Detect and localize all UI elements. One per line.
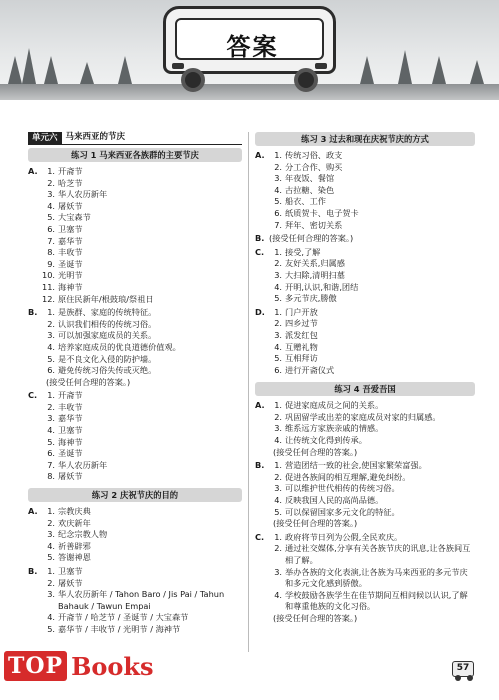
answer-number: 8. [47,471,55,482]
answer-note: (接受任何合理的答案。) [273,612,358,623]
answer-text: 卫塞节 [58,566,83,576]
answer-number: 4. [274,281,282,292]
answer-list [269,247,475,305]
section-letter: B. [255,233,265,244]
answer-text: 反映我国人民的高尚品德。 [285,495,384,506]
answer-item [42,307,242,319]
answer-number: 3. [274,483,282,494]
answer-number: 12. [42,293,56,304]
answer-number: 7. [274,219,282,230]
tree-decoration [432,56,446,84]
wheel-icon [455,675,461,681]
section-letter: D. [255,306,265,317]
answer-item [42,212,242,224]
answer-note: (接受任何合理的答案。) [46,376,131,387]
answer-item [42,552,242,564]
ex3-section-b [255,233,475,245]
answer-number: 4. [47,341,55,352]
answer-text: 开斋节 / 哈芝节 / 圣诞节 / 大宝森节 [58,612,189,623]
answer-item [269,590,475,613]
answer-text: 嘉华节 [58,413,83,424]
section-letter: A. [28,506,38,517]
answer-text: 接受,了解 [285,246,321,257]
answer-number: 6. [47,448,55,459]
answer-number: 5. [47,212,55,223]
answer-item [269,495,475,507]
ex3-section-c [255,247,475,305]
answer-text: 四乡过节 [285,318,318,329]
answer-number: 2. [47,177,55,188]
answer-item [269,435,475,447]
answer-item [269,412,475,424]
answer-text: 答谢神恩 [58,552,91,563]
section-letter: C. [255,531,265,542]
answer-list [42,390,242,483]
answer-text: 传统习俗、政支 [285,150,343,160]
answer-item [269,483,475,495]
answer-number: 5. [47,436,55,447]
exercise-4-heading: 练习 4 吾爱吾国 [255,382,475,396]
ex2-section-b [28,566,242,636]
answer-number: 4. [47,540,55,551]
answer-number: 1. [47,390,55,401]
answer-text: 巩固留学或出差的家庭成员对家的归属感。 [285,411,441,422]
answer-item [42,319,242,331]
bus-light [315,63,327,69]
section-letter: A. [255,150,265,160]
answer-list [42,506,242,564]
answer-text: 可以保留国家多元文化的特征。 [285,506,400,517]
right-column [255,132,475,625]
answer-number: 3. [274,173,282,184]
answer-item [42,612,242,624]
logo-top-text: TOP [4,651,67,681]
answer-text: 嘉华节 [58,235,83,246]
answer-number: 1. [274,531,282,542]
answer-text: 开斋节 [58,166,83,176]
answer-item [42,282,242,294]
answer-number: 4. [274,341,282,352]
tree-decoration [80,62,94,84]
section-letter: B. [28,566,38,576]
ex2-section-a [28,506,242,564]
answer-item [42,342,242,354]
answer-item [42,413,242,425]
answer-list [269,460,475,518]
left-column [28,132,242,636]
answer-item [42,189,242,201]
answer-number: 2. [47,577,55,588]
answer-item [42,506,242,518]
tree-decoration [398,50,412,84]
answer-item [42,365,242,377]
answer-text: 圣诞节 [58,258,83,269]
answer-number: 5. [47,623,55,634]
answer-number: 1. [47,166,55,176]
answer-number: 1. [47,566,55,576]
answer-number: 2. [47,401,55,412]
answer-text: 派发红包 [285,329,318,340]
wheel-icon [181,68,205,92]
unit-name: 马来西亚的节庆 [65,132,126,143]
answer-number: 1. [274,400,282,411]
answer-number: 7. [47,459,55,470]
answer-number: 2. [47,318,55,329]
exercise-3-heading: 练习 3 过去和现在庆祝节庆的方式 [255,132,475,146]
answer-text: 丰收节 [58,247,83,258]
answer-number: 5. [274,506,282,517]
answer-text: 海神节 [58,281,83,292]
answer-text: 纪念宗教人物 [58,529,108,540]
answer-number: 4. [274,589,282,600]
answer-number: 3. [274,269,282,280]
answer-text: 华人农历新年 [58,459,108,470]
answer-number: 5. [274,353,282,364]
answer-text: 开明,认识,和谐,团结 [285,281,359,292]
exercise-1-heading: 练习 1 马来西亚各族群的主要节庆 [28,148,242,162]
answer-number: 6. [47,365,55,376]
answer-item [269,307,475,319]
answer-item [269,173,475,185]
ex1-section-b [28,307,242,388]
answer-list [42,307,242,377]
answer-item [269,330,475,342]
ex4-section-a [255,400,475,458]
answer-number: 8. [47,247,55,258]
answer-text: 屠妖节 [58,577,83,588]
column-divider [248,132,249,652]
answer-number: 3. [47,189,55,200]
answer-item [42,471,242,483]
answer-text: 屠妖节 [58,471,83,482]
answer-item [42,541,242,553]
answer-text: 华人农历新年 [58,189,108,200]
ex1-section-c [28,390,242,483]
answer-text: 嘉华节 / 丰收节 / 光明节 / 海神节 [58,623,181,634]
answer-text: 认识我们相传的传统习俗。 [58,318,157,329]
answer-text: 船衣、工作 [285,196,326,207]
answer-item [42,566,242,578]
answer-text: 欢庆新年 [58,517,91,528]
answer-number: 3. [47,589,55,600]
answer-item [42,354,242,366]
answer-item [42,201,242,213]
answer-text: 海神节 [58,436,83,447]
answer-text: 友好关系,归属感 [285,258,345,269]
answer-number: 7. [47,235,55,246]
answer-text: 分工合作、购买 [285,161,343,172]
answer-item [42,402,242,414]
answer-item [42,624,242,636]
answer-number: 2. [274,411,282,422]
answer-item [269,282,475,294]
answer-item [42,224,242,236]
answer-text: 门户开放 [285,306,318,317]
wheel-icon [294,68,318,92]
answer-item [42,247,242,259]
section-letter: B. [255,460,265,471]
tree-decoration [118,56,132,84]
answer-item [42,425,242,437]
answer-number: 4. [274,495,282,506]
answer-text: 丰收节 [58,401,83,412]
answer-item [269,318,475,330]
answer-text: 古拉糖、染色 [285,184,335,195]
answer-text: 卫塞节 [58,223,83,234]
answer-text: 让传统文化得到传承。 [285,435,367,446]
answer-number: 4. [274,184,282,195]
section-letter: C. [28,390,38,401]
answer-number: 2. [274,318,282,329]
section-letter: A. [255,400,265,411]
answer-text: 进行开斋仪式 [285,364,335,375]
bus-illustration [163,6,336,88]
answer-note: (接受任何合理的答案。) [273,518,358,529]
answer-number: 1. [47,307,55,318]
logo-books-text: Books [71,651,154,681]
answer-text: 互相拜访 [285,353,318,364]
answer-text: 维系远方家族亲戚的情感。 [285,423,384,434]
answer-number: 3. [274,566,282,577]
answer-text: 大扫除,清明扫墓 [285,269,345,280]
answer-item [269,423,475,435]
answer-list [269,150,475,231]
answer-item [269,400,475,412]
ex4-section-b [255,460,475,530]
answer-text: 圣诞节 [58,448,83,459]
ex1-section-a [28,166,242,305]
answer-text: 营造团结一致的社会,使国家繁荣富强。 [285,460,427,471]
answer-number: 2. [274,161,282,172]
section-letter: A. [28,166,38,176]
answer-number: 4. [274,435,282,446]
answer-text: 避免传统习俗失传或灭绝。 [58,365,157,376]
answer-item [42,578,242,590]
answer-item [269,162,475,174]
answer-item [42,294,242,306]
answer-number: 9. [47,258,55,269]
answer-list [42,166,242,305]
tree-decoration [470,60,484,84]
answer-text: 大宝森节 [58,212,91,223]
answer-item [269,185,475,197]
answer-text: 纸质贺卡、电子贺卡 [285,207,359,218]
answer-text: 屠妖节 [58,200,83,211]
answer-number: 1. [274,306,282,317]
answer-text: 培养家庭成员的优良道德价值观。 [58,341,181,352]
answer-item [42,236,242,248]
answer-text: 学校鼓励各族学生在佳节期间互相问候以认识,了解和尊重他族的文化习俗。 [285,589,468,612]
answer-item [42,178,242,190]
answer-text: 宗教庆典 [58,506,91,517]
bus-body [163,6,336,74]
answer-item [42,448,242,460]
answer-number: 3. [47,413,55,424]
answer-number: 5. [274,196,282,207]
answer-text: 举办各族的文化表演,让各族为马来西亚的多元节庆和多元文化感到骄傲。 [285,566,468,589]
answer-number: 10. [42,270,56,281]
answer-number: 4. [47,612,55,623]
answer-item [42,437,242,449]
answer-item [269,270,475,282]
tree-decoration [22,48,36,84]
answer-text: 年夜饭、餐馆 [285,173,335,184]
answer-item [269,532,475,544]
answer-text: 哈芝节 [58,177,83,188]
page-number: 57 [452,661,474,677]
answer-number: 2. [274,471,282,482]
answer-number: 11. [42,281,56,292]
header-banner [0,0,499,100]
answer-number: 6. [274,207,282,218]
tree-decoration [8,56,22,84]
answer-number: 1. [47,506,55,517]
answer-text: 原住民新年/根鼓琅/祭祖日 [58,293,154,304]
answer-number: 1. [274,460,282,471]
answer-item [42,518,242,530]
page-title: 答案 [226,33,279,61]
answer-item [269,472,475,484]
answer-number: 6. [274,364,282,375]
answer-item [42,589,242,612]
answer-text: 是不良文化入侵的防护墙。 [58,353,157,364]
answer-item [269,208,475,220]
answer-number: 1. [274,246,282,257]
ex4-section-c [255,532,475,625]
answer-text: 可以维护世代相传的传统习俗。 [285,483,400,494]
answer-note: (接受任何合理的答案。) [273,446,358,457]
answer-text: 促进各族间的相互理解,避免纠纷。 [285,471,411,482]
answer-number: 3. [47,330,55,341]
answer-list [42,566,242,636]
answer-note: (接受任何合理的答案。) [269,233,354,244]
answer-item [269,567,475,590]
answer-text: 光明节 [58,270,83,281]
answer-item [269,365,475,377]
tree-decoration [44,56,58,84]
answer-list [269,400,475,446]
bus-light [172,63,184,69]
answer-item [269,150,475,162]
answer-number: 5. [274,293,282,304]
answer-item [269,507,475,519]
answer-number: 3. [274,423,282,434]
answer-item [269,460,475,472]
answer-number: 2. [47,517,55,528]
answer-number: 2. [274,258,282,269]
answer-text: 拜年、密切关系 [285,219,343,230]
answer-number: 3. [47,529,55,540]
answer-number: 2. [274,543,282,554]
answer-number: 1. [274,150,282,160]
ex3-section-a [255,150,475,231]
unit-heading [28,132,242,145]
answer-text: 可以加强家庭成员的关系。 [58,330,157,341]
answer-text: 通过社交媒体,分享有关各族节庆的讯息,让各族间互相了解。 [285,543,471,565]
answer-number: 5. [47,552,55,563]
ex3-section-d [255,307,475,377]
answer-item [269,342,475,354]
answer-item [269,258,475,270]
answer-number: 4. [47,425,55,436]
answer-text: 开斋节 [58,390,83,401]
answer-item [42,390,242,402]
topbooks-logo [4,648,154,684]
answer-text: 是族群、家庭的传统特征。 [58,307,157,318]
section-letter: C. [255,246,265,257]
answer-number: 3. [274,329,282,340]
answer-list [269,532,475,613]
answer-item [42,460,242,472]
answer-text: 卫塞节 [58,425,83,436]
section-letter: B. [28,307,38,318]
tree-decoration [360,56,374,84]
unit-tag: 单元六 [28,132,62,145]
answer-item [269,196,475,208]
answer-item [269,247,475,259]
answer-text: 政府将节日列为公假,全民欢庆。 [285,531,403,542]
answer-item [269,353,475,365]
exercise-2-heading: 练习 2 庆祝节庆的目的 [28,488,242,502]
answer-item [42,259,242,271]
answer-item [269,293,475,305]
answer-item [42,166,242,178]
answer-number: 4. [47,200,55,211]
answer-list [269,307,475,377]
answer-item [42,529,242,541]
answer-number: 6. [47,223,55,234]
wheel-icon [467,675,473,681]
answer-text: 促进家庭成员之间的关系。 [285,400,384,411]
answer-text: 祈善辟邪 [58,540,91,551]
answer-number: 5. [47,353,55,364]
answer-item [42,330,242,342]
answer-item [269,543,475,566]
answer-item [269,220,475,232]
answer-item [42,270,242,282]
answer-text: 多元节庆,勝傲 [285,293,337,304]
answer-text: 互赠礼物 [285,341,318,352]
answer-text: 华人农历新年 / Tahon Baro / Jis Pai / Tahun Bahauk / Tawun Empai [58,589,225,611]
